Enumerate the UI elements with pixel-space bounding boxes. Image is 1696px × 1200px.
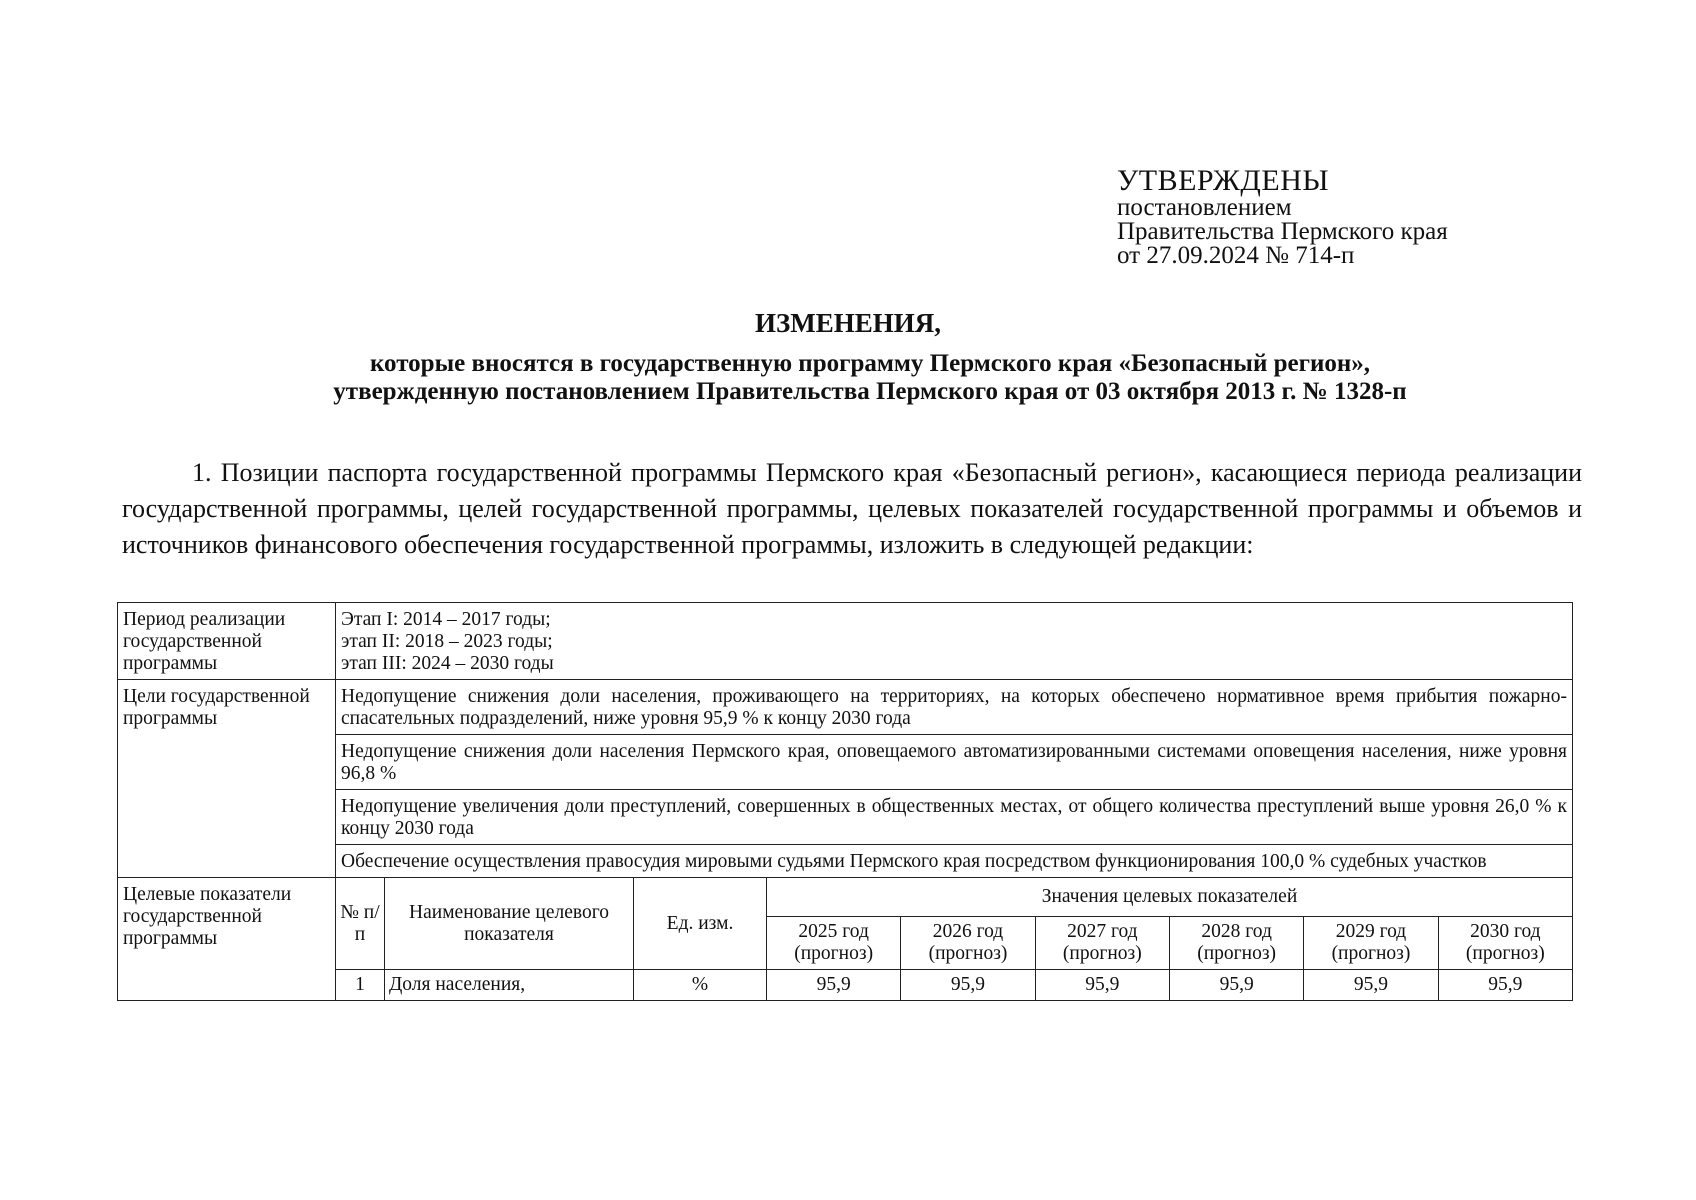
row-value: 95,9 <box>1438 970 1572 1001</box>
period-label: Период реализации государственной программы <box>118 603 336 680</box>
row-value: 95,9 <box>767 970 901 1001</box>
approval-line-1: постановлением <box>1117 194 1292 221</box>
year-header: 2029 год (прогноз) <box>1304 917 1438 970</box>
table-row <box>336 970 1572 1001</box>
year-header: 2028 год (прогноз) <box>1169 917 1303 970</box>
goal-item-1: Недопущение снижения доли населения, проживающего на территориях, на которых обеспечено нормативное время прибытия пожарно-спасательных подразделений, ниже уровня 95,9 % к концу 2030 года <box>336 680 1573 735</box>
approval-heading: УТВЕРЖДЕНЫ <box>1117 164 1330 197</box>
col-name-header: Наименование целевого показателя <box>385 878 634 970</box>
indicators-header-row <box>336 878 1572 917</box>
row-value: 95,9 <box>1035 970 1169 1001</box>
approval-line-2: Правительства Пермского края <box>1117 218 1448 245</box>
goal-row <box>118 845 1573 878</box>
goal-item-4: Обеспечение осуществления правосудия мировыми судьями Пермского края посредством функционирования 100,0 % судебных участков <box>336 845 1573 878</box>
indicators-table <box>336 878 1572 1000</box>
year-header: 2025 год (прогноз) <box>767 917 901 970</box>
stage-3: этап III: 2024 – 2030 годы <box>341 653 554 674</box>
col-unit-header: Ед. изм. <box>634 878 767 970</box>
year-header: 2030 год (прогноз) <box>1438 917 1572 970</box>
subtitle-line-2: утвержденную постановлением Правительства Пермского края от 03 октября 2013 г. № 1328-п <box>333 378 1407 405</box>
year-header: 2027 год (прогноз) <box>1035 917 1169 970</box>
passport-table <box>117 602 1573 1001</box>
document-subtitle <box>240 350 1500 406</box>
subtitle-line-1: которые вносятся в государственную программу Пермского края «Безопасный регион», <box>369 350 1371 377</box>
goal-row <box>118 680 1573 735</box>
indicators-row <box>118 878 1573 1001</box>
stage-2: этап II: 2018 – 2023 годы; <box>341 631 553 652</box>
stage-1: Этап I: 2014 – 2017 годы; <box>341 609 551 630</box>
goal-item-2: Недопущение снижения доли населения Пермского края, оповещаемого автоматизированными системами оповещения населения, ниже уровня 96,8 % <box>336 735 1573 790</box>
intro-paragraph: 1. Позиции паспорта государственной программы Пермского края «Безопасный регион», касающиеся периода реализации государственной программы, целей государственной программы, целевых показателей государственной программы и объемов и источников финансового обеспечения государственной программы, изложить в следующей редакции: <box>122 458 1582 559</box>
approval-stamp <box>1117 166 1448 268</box>
goal-row <box>118 735 1573 790</box>
row-num: 1 <box>336 970 385 1001</box>
goal-item-3: Недопущение увеличения доли преступлений, совершенных в общественных местах, от общего количества преступлений выше уровня 26,0 % к концу 2030 года <box>336 790 1573 845</box>
indicators-label: Целевые показатели государственной программы <box>118 878 336 1001</box>
period-row <box>118 603 1573 680</box>
goal-row <box>118 790 1573 845</box>
col-values-header: Значения целевых показателей <box>767 878 1573 917</box>
document-title: ИЗМЕНЕНИЯ, <box>754 308 941 338</box>
approval-line-3: от 27.09.2024 № 714-п <box>1117 242 1355 269</box>
col-num-header: № п/п <box>336 878 385 970</box>
row-value: 95,9 <box>1169 970 1303 1001</box>
row-value: 95,9 <box>1304 970 1438 1001</box>
row-value: 95,9 <box>901 970 1035 1001</box>
goals-label: Цели государственной программы <box>118 680 336 878</box>
year-header: 2026 год (прогноз) <box>901 917 1035 970</box>
indicators-cell <box>336 878 1573 1001</box>
row-name: Доля населения, <box>385 970 634 1001</box>
row-unit: % <box>634 970 767 1001</box>
period-value <box>336 603 1573 680</box>
